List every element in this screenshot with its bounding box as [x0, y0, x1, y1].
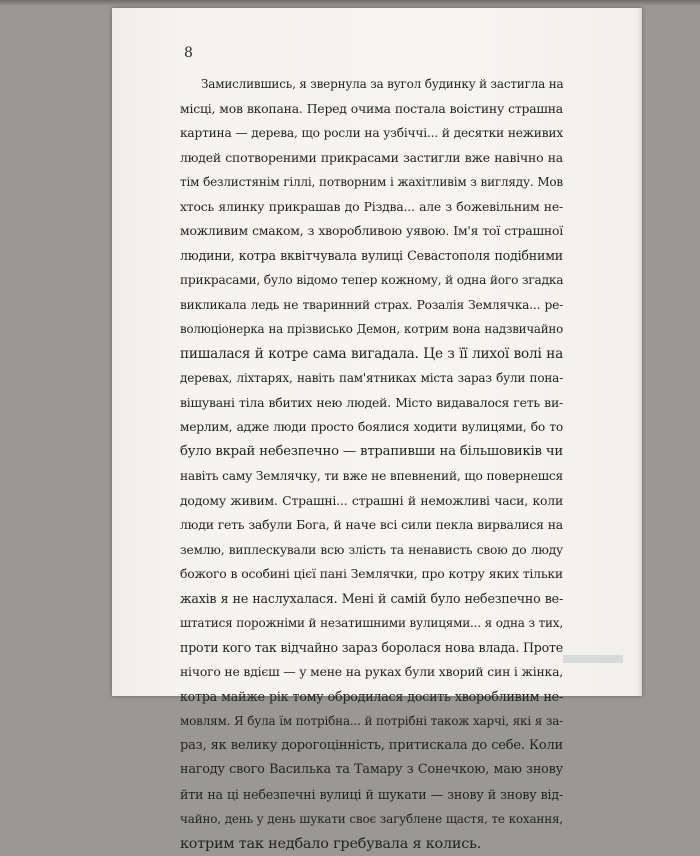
- text-line: викликала ледь не тваринний страх. Розалія Землячка... ре-: [180, 293, 563, 318]
- text-line: мовлям. Я була їм потрібна... й потрібні також харчі, які я за-: [180, 709, 563, 734]
- scan-artifact: [563, 655, 623, 663]
- text-line: чайно, день у день шукати своє загублене щастя, те кохання,: [180, 807, 563, 832]
- text-line: мерлим, адже люди просто боялися ходити вулицями, бо то: [180, 415, 563, 440]
- text-line: пишалася й котре сама вигадала. Це з її лихої волі на: [180, 342, 563, 367]
- text-line: божого в особині цієї пані Землячки, про котру яких тільки: [180, 562, 563, 587]
- scan-background: [0, 0, 700, 6]
- text-line: можливим смаком, з хворобливою уявою. Ім'я тої страшної: [180, 219, 563, 244]
- text-line: котра майже рік тому обродилася досить хворобливим не-: [180, 685, 563, 710]
- text-line: людини, котра вквітчувала вулиці Севастополя подібними: [180, 244, 563, 269]
- text-line: Замислившись, я звернула за вугол будинку й застигла на: [180, 72, 563, 97]
- text-line: штатися порожніми й незатишними вулицями... я одна з тих,: [180, 611, 563, 636]
- text-line: вішувані тіла вбитих нею людей. Місто видавалося геть ви-: [180, 391, 563, 416]
- text-line: додому живим. Страшні... страшні й неможливі часи, коли: [180, 489, 563, 514]
- text-line: людей спотвореними прикрасами застигли вже навічно на: [180, 146, 563, 171]
- body-text: [180, 72, 563, 856]
- text-line: йти на ці небезпечні вулиці й шукати — знову й знову від-: [180, 783, 563, 808]
- text-line: прикрасами, було відомо тепер кожному, й одна його згадка: [180, 268, 563, 293]
- text-line: волюціонерка на прізвисько Демон, котрим вона надзвичайно: [180, 317, 563, 342]
- text-line: проти кого так відчайно зараз боролася нова влада. Проте: [180, 636, 563, 661]
- text-line: землю, виплескували всю злість та ненависть свою до люду: [180, 538, 563, 563]
- text-line: котрим так недбало гребувала я колись.: [180, 832, 563, 856]
- text-line: деревах, ліхтарях, навіть пам'ятниках міста зараз були пона-: [180, 366, 563, 391]
- text-line: було вкрай небезпечно — втрапивши на більшовиків чи: [180, 440, 563, 465]
- text-line: картина — дерева, що росли на узбіччі... й десятки неживих: [180, 121, 563, 146]
- text-line: раз, як велику дорогоцінність, притискала до себе. Коли: [180, 734, 563, 759]
- text-line: навіть саму Землячку, ти вже не впевнений, що повернешся: [180, 464, 563, 489]
- text-line: жахів я не наслухалася. Мені й самій було небезпечно ве-: [180, 587, 563, 612]
- text-line: тім безлистянім гіллі, потворним і жахітливім з вигляду. Мов: [180, 170, 563, 195]
- text-line: люди геть забули Бога, й наче всі сили пекла вирвалися на: [180, 513, 563, 538]
- text-line: хтось ялинку прикрашав до Різдва... але з божевільним не-: [180, 195, 563, 220]
- page-number: 8: [184, 45, 193, 61]
- text-line: нагоду свого Василька та Тамару з Сонечкою, маю знову: [180, 758, 563, 783]
- text-line: нічого не вдієш — у мене на руках були хворий син і жінка,: [180, 660, 563, 685]
- text-line: місці, мов вкопана. Перед очима постала воістину страшна: [180, 97, 563, 122]
